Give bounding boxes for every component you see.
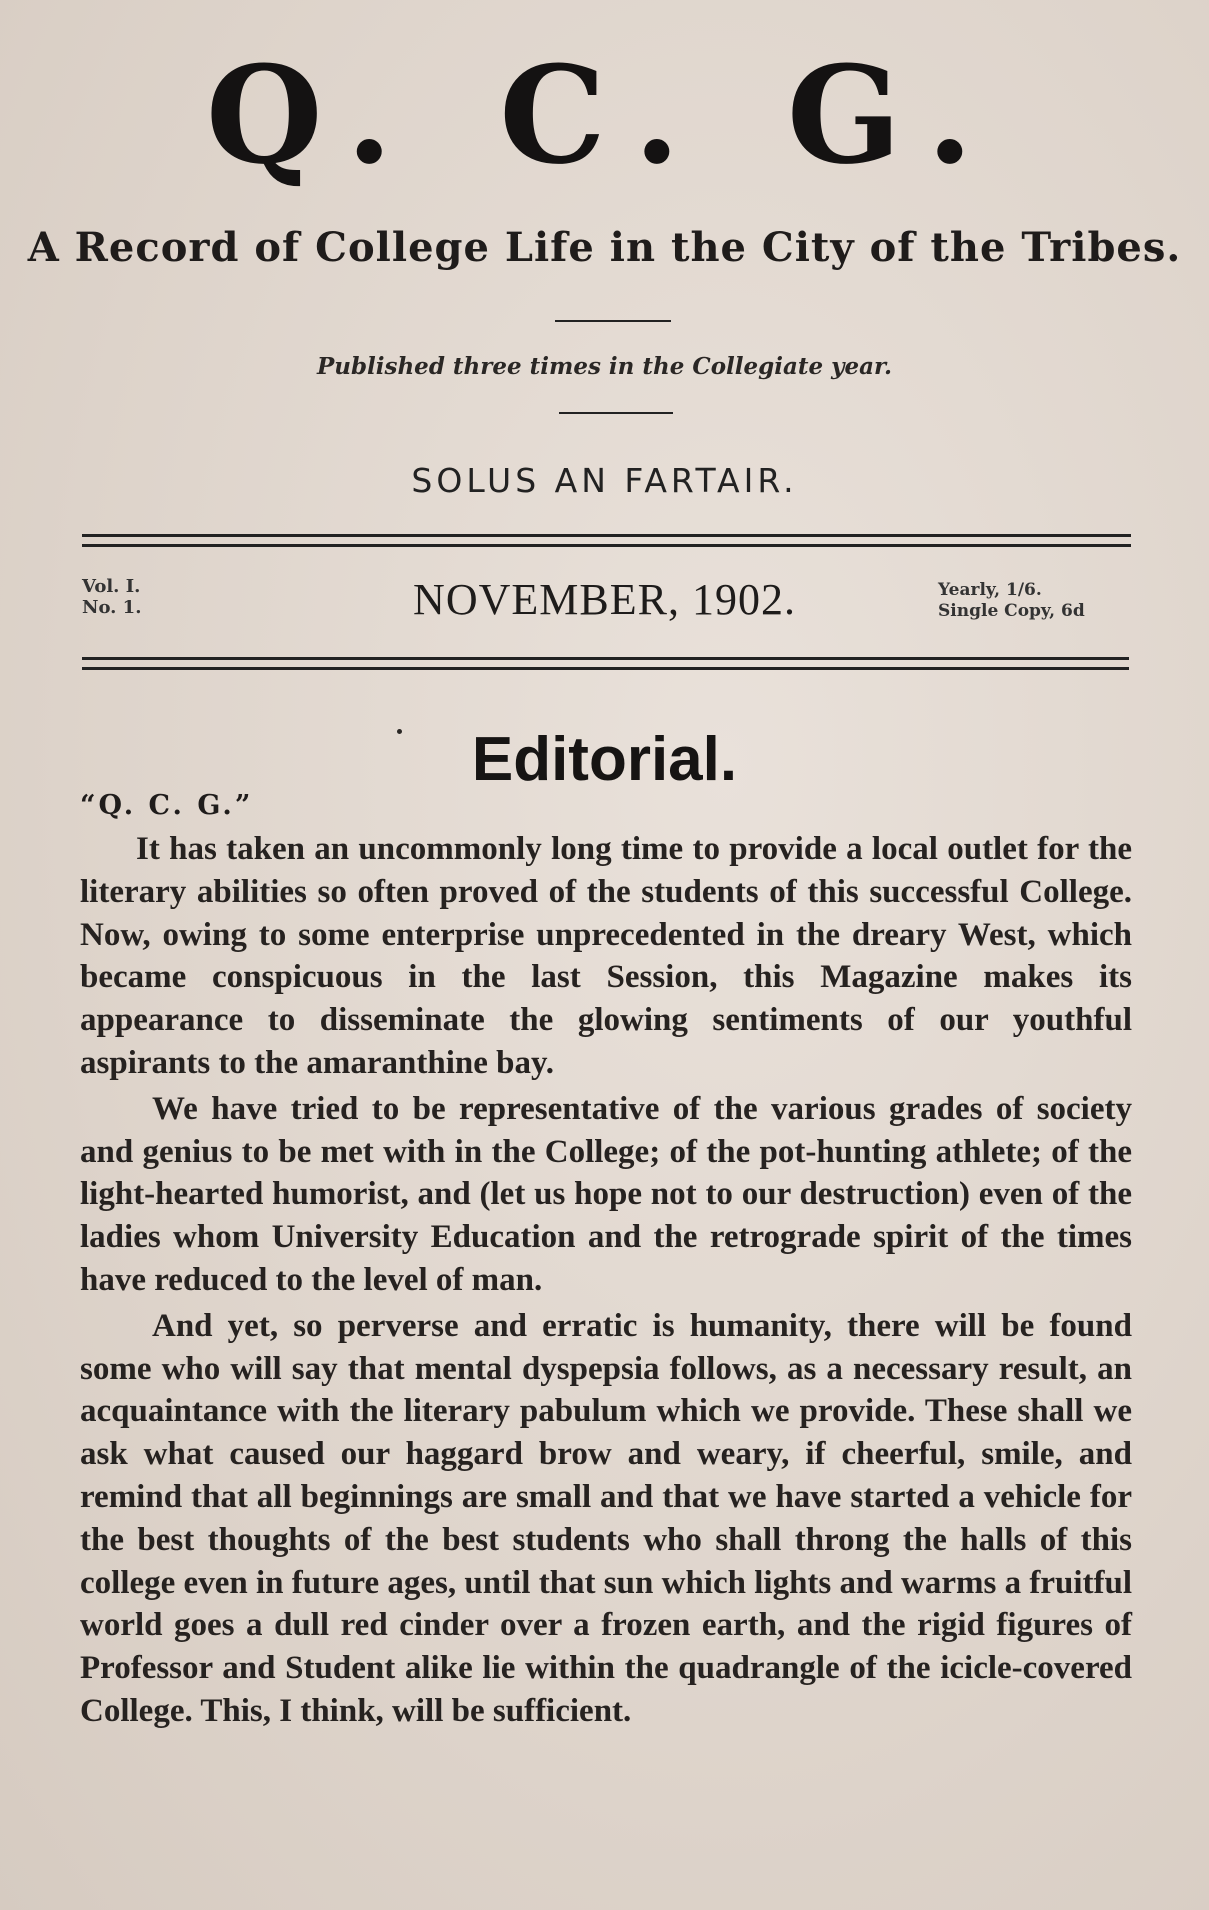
issue-date: NOVEMBER, 1902. — [413, 575, 796, 624]
masthead-subtitle: A Record of College Life in the City of the Tribes. — [27, 224, 1182, 271]
number-label: No. 1. — [82, 597, 142, 618]
price-single: Single Copy, 6d — [938, 601, 1085, 621]
article-body — [80, 828, 1132, 1736]
volume-label: Vol. I. — [82, 576, 141, 597]
masthead-title: Q. C. G. — [205, 36, 1004, 194]
publication-note: Published three times in the Collegiate year. — [316, 353, 893, 380]
short-divider — [559, 412, 673, 414]
paragraph: And yet, so perverse and erratic is humanity, there will be found some who will say that mental dyspepsia follows, as a necessary result, an acquaintance with the literary pabulum which we provide. These shall we ask what caused our haggard brow and weary, if cheerful, smile, and remind that all beginnings are small and that we have started a vehicle for the best thoughts of the best students who shall throng the halls of this college even in future ages, until that sun which lights and warms a fruitful world goes a dull red cinder over a frozen earth, and the rigid figures of Professor and Student alike lie within the quadrangle of the icicle-covered College. This, I think, will be sufficient. — [80, 1307, 1132, 1729]
double-rule-bottom — [82, 657, 1129, 670]
double-rule-top — [82, 534, 1131, 547]
price-info — [938, 580, 1085, 622]
paragraph: It has taken an uncommonly long time to provide a local outlet for the literary abilities so often proved of the students of this successful College. Now, owing to some enterprise unprecedented in the dreary West, which became conspicuous in the last Session, this Magazine makes its appearance to disseminate the glowing sentiments of our youthful aspirants to the amaranthine bay. — [80, 831, 1132, 1081]
paragraph: We have tried to be representative of the various grades of society and genius to be met with in the College; of the pot-hunting athlete; of the light-hearted humorist, and (let us hope not to our destruction) even of the ladies whom University Education and the retrograde spirit of the times have reduced to the level of man. — [80, 1090, 1132, 1298]
article-heading: Editorial. — [471, 725, 738, 794]
price-yearly: Yearly, 1/6. — [938, 580, 1042, 600]
masthead-motto: SOLUS AN FARTAIR. — [411, 461, 798, 500]
section-title: “Q. C. G.” — [80, 790, 254, 821]
short-divider — [555, 320, 671, 322]
